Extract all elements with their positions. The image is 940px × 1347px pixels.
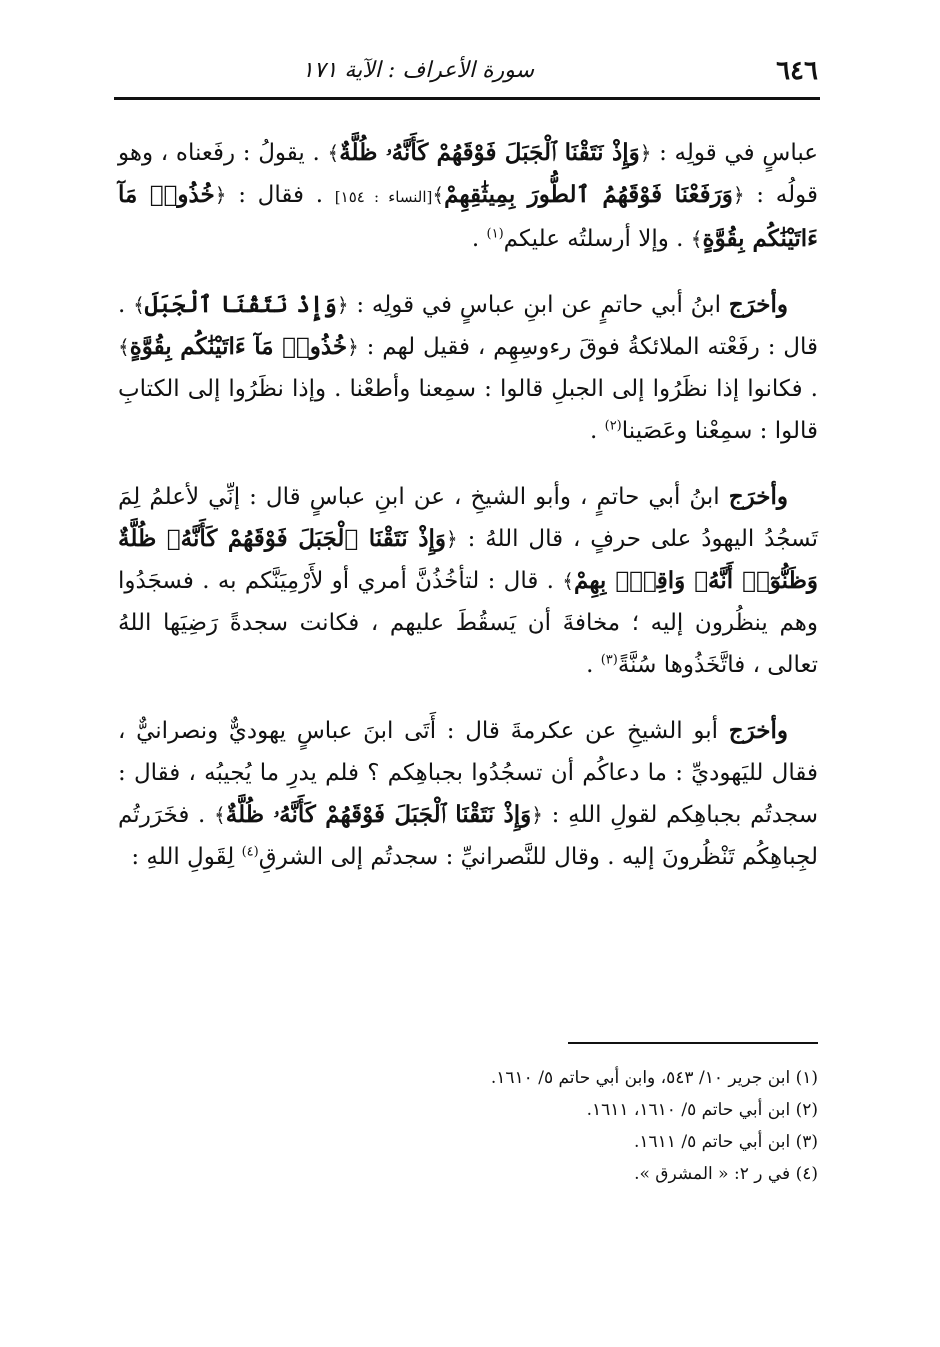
quran-verse-text: وَإِذْ نَتَقْنَا ٱلْجَبَلَ فَوْقَهُمْ كَأَنَّهُۥ ظُلَّةٌ وَظَنُّوٓا۟ أَنَّهُۥ وَاقِعٌۢ بِهِمْ: [118, 525, 818, 594]
ornate-bracket-close: ﴾: [690, 227, 703, 251]
text-run: أبو الشيخِ عن عكرمةَ قال : أَتَى ابنَ عباسٍ يهوديٌّ ونصرانيٌّ ، فقال لليَهوديِّ : ما دعاكُم أن تسجُدُوا بجباهِكم ؟ فلم يدرِ ما يُجيبُه ، فقال : سجدتُم بجباهِكم لقولِ اللهِ :: [118, 718, 818, 828]
quran-verse-text: وَإِذْ نَتَقْنَا ٱلْجَبَلَ فَوْقَهُمْ كَأَنَّهُۥ ظُلَّةٌ: [225, 801, 532, 828]
text-run: .: [586, 652, 601, 678]
ornate-bracket-close: ﴾: [214, 803, 226, 827]
body-text: [118, 132, 818, 902]
quran-verse: [214, 801, 543, 828]
ornate-bracket-close: ﴾: [562, 569, 575, 593]
footnote-rule: [568, 1042, 818, 1044]
text-run: عباسٍ في قولِه :: [651, 140, 819, 166]
footnote: (٤) في ر ٢: « المشرق ».: [634, 1164, 818, 1184]
paragraph: [118, 284, 818, 452]
quran-verse: [432, 181, 744, 208]
text-run: .: [589, 418, 605, 444]
footnote-marker: (١): [486, 226, 504, 242]
ornate-bracket-close: ﴾: [133, 293, 145, 317]
text-run: . وإلا أرسلتُه عليكم: [503, 226, 691, 252]
ornate-bracket-close: ﴾: [118, 335, 130, 359]
footnote: (٢) ابن أبي حاتم ٥/ ١٦١٠، ١٦١١.: [586, 1100, 818, 1120]
text-run: . فقال :: [226, 182, 335, 208]
text-run: لِقَولِ اللهِ :: [131, 844, 242, 870]
quran-verse-text: وَرَفَعْنَا فَوْقَهُمُ ٱلطُّورَ بِمِيثَٰقِهِمْ: [444, 181, 733, 208]
quran-verse-text: خُذُوا۟ مَآ ءَاتَيْنَٰكُم بِقُوَّةٍ: [118, 181, 818, 252]
ornate-bracket-close: ﴾: [432, 183, 445, 207]
ornate-bracket-open: ﴿: [639, 141, 652, 165]
text-run: . فكانوا إذا نظَرُوا إلى الجبلِ قالوا : سمِعنا وأطعْنا . وإذا نظَرُوا إلى الكتابِ قالوا : سمِعْنا وعَصَينا: [118, 376, 818, 444]
paragraph: [118, 710, 818, 878]
footnote-marker: (٢): [604, 418, 622, 434]
text-run: . فخَرَرتُم لجِباهِكُم تَنْظُرونَ إليه . وقال للنَّصرانيِّ : سجدتُم إلى الشرقِ: [118, 802, 818, 870]
footnote: (١) ابن جرير ١٠/ ٥٤٣، وابن أبي حاتم ٥/ ١٦١٠.: [490, 1068, 818, 1088]
footnotes: [118, 1062, 818, 1190]
quran-verse: [328, 139, 652, 166]
running-title: سورة الأعراف : الآية ١٧١: [301, 58, 535, 83]
page-header: [118, 52, 818, 92]
text-run: . يقولُ : رفَعناه ، وهو قولُه :: [118, 140, 818, 208]
quran-verse: [133, 291, 349, 318]
header-rule: [114, 97, 820, 100]
ornate-bracket-open: ﴿: [732, 183, 745, 207]
text-run: . قال : لتأخُذُنَّ أمري أو لأَرْمِيَنَّكم به . فسجَدُوا وهم ينظُرون إليه ؛ مخافةَ أن يَسقُطَ عليهم ، فكانت سجدةً رَضِيَها اللهُ تعالى ، فاتَّخَذُوها سُنَّةً: [118, 568, 818, 678]
text-run: .: [471, 226, 487, 252]
text-run: ابنُ أبي حاتمٍ ، وأبو الشيخِ ، عن ابنِ عباسٍ قال : إنِّي لأعلمُ لِمَ تَسجُدُ اليهودُ على حرفٍ ، قال اللهُ :: [118, 484, 818, 552]
quran-verse: [118, 333, 359, 360]
quran-verse-text: وَإِذْ نَتَقْنَا ٱلْجَبَلَ فَوْقَهُمْ كَأَنَّهُۥ ظُلَّةٌ: [339, 139, 640, 166]
ornate-bracket-open: ﴿: [531, 803, 543, 827]
ornate-bracket-open: ﴿: [446, 527, 458, 551]
narration-verb: وأخرَج: [728, 291, 789, 318]
quran-verse-text: خُذُوا۟ مَآ ءَاتَيْنَٰكُم بِقُوَّةٍ: [129, 333, 348, 360]
ornate-bracket-open: ﴿: [347, 335, 359, 359]
paragraph: [118, 132, 818, 260]
footnote: (٣) ابن أبي حاتم ٥/ ١٦١١.: [633, 1132, 818, 1152]
page-number: ٦٤٦: [776, 56, 818, 86]
ornate-bracket-close: ﴾: [327, 141, 340, 165]
footnote-marker: (٣): [600, 652, 618, 668]
narration-verb: وأخرَج: [728, 717, 788, 744]
text-run: ابنُ أبي حاتمٍ عن ابنِ عباسٍ في قولِه :: [348, 292, 729, 318]
footnote-marker: (٤): [241, 844, 259, 860]
paragraph: [118, 476, 818, 686]
ornate-bracket-open: ﴿: [214, 183, 227, 207]
text-run: . قال : رفَعْته الملائكةُ فوقَ رءوسِهِم ، فقيل لهم :: [118, 292, 818, 360]
surah-reference: [النساء : ١٥٤]: [334, 188, 433, 206]
narration-verb: وأخرَج: [728, 483, 788, 510]
ornate-bracket-open: ﴿: [336, 293, 349, 317]
quran-verse-text: وَإِذْ نَتَقْنَا ٱلْجَبَلَ: [144, 291, 337, 318]
